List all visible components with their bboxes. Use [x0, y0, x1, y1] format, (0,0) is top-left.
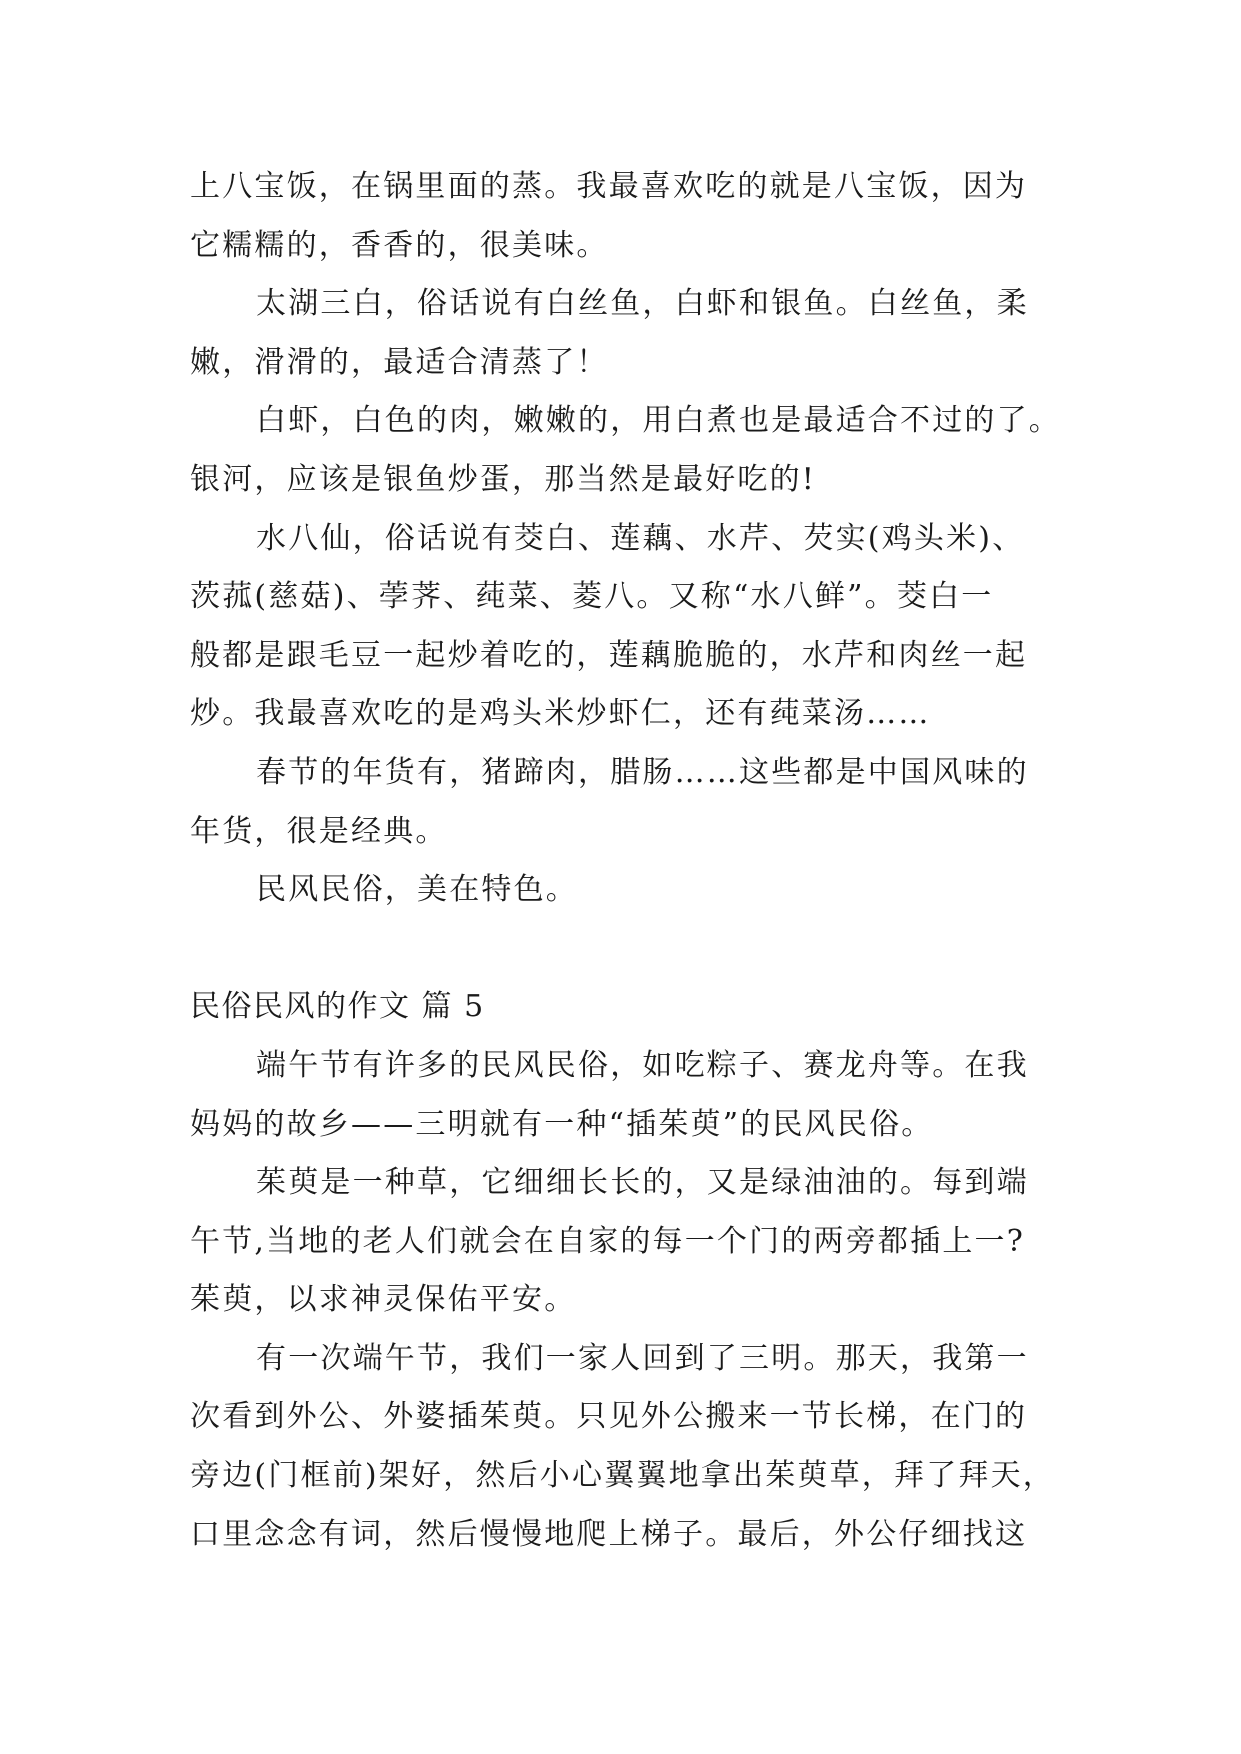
text-line: 上八宝饭，在锅里面的蒸。我最喜欢吃的就是八宝饭，因为 [190, 169, 1028, 204]
paragraph-babao-rice [190, 158, 1070, 275]
text-line: 次看到外公、外婆插茱萸。只见外公搬来一节长梯，在门的 [190, 1399, 1028, 1435]
paragraph-spring-festival-goods [190, 744, 1070, 861]
text-line: 银河，应该是银鱼炒蛋，那当然是最好吃的! [190, 461, 817, 497]
text-line: 白虾，白色的肉，嫩嫩的，用白煮也是最适合不过的了。 [256, 403, 1061, 439]
text-line: 旁边(门框前)架好，然后小心翼翼地拿出茱萸草，拜了拜天， [190, 1458, 1056, 1494]
text-line: 般都是跟毛豆一起炒着吃的，莲藕脆脆的，水芹和肉丝一起 [190, 637, 1028, 673]
paragraph-dragon-boat-intro [190, 1037, 1070, 1154]
text-line: 端午节有许多的民风民俗，如吃粽子、赛龙舟等。在我 [256, 1047, 1029, 1083]
text-line: 民风民俗，美在特色。 [256, 872, 578, 908]
paragraph-gap [190, 920, 1070, 979]
paragraph-conclusion [190, 861, 1070, 920]
text-line: 春节的年货有，猪蹄肉，腊肠……这些都是中国风味的 [256, 754, 1029, 790]
text-line: 嫩，滑滑的，最适合清蒸了！ [190, 344, 609, 380]
section-title: 民俗民风的作文 篇 5 [190, 989, 485, 1025]
paragraph-white-shrimp [190, 392, 1070, 509]
paragraph-grandfather-story [190, 1330, 1070, 1564]
paragraph-taihu-three-whites [190, 275, 1070, 392]
text-line: 炒。我最喜欢吃的是鸡头米炒虾仁，还有莼菜汤…… [190, 696, 931, 732]
text-line: 茱萸是一种草，它细细长长的，又是绿油油的。每到端 [256, 1165, 1029, 1201]
text-line: 午节,当地的老人们就会在自家的每一个门的两旁都插上一? [190, 1223, 1026, 1259]
text-line: 茨菰(慈菇)、荸荠、莼菜、菱八。又称“水八鲜”。茭白一 [190, 579, 994, 615]
text-line: 水八仙，俗话说有茭白、莲藕、水芹、芡实(鸡头米)、 [256, 520, 1025, 556]
paragraph-zhuyu-grass [190, 1154, 1070, 1330]
text-line: 有一次端午节，我们一家人回到了三明。那天，我第一 [256, 1340, 1029, 1376]
text-line: 太湖三白，俗话说有白丝鱼，白虾和银鱼。白丝鱼，柔 [256, 286, 1029, 322]
text-line: 它糯糯的，香香的，很美味。 [190, 227, 609, 263]
text-line: 口里念念有词，然后慢慢地爬上梯子。最后，外公仔细找这 [190, 1516, 1028, 1552]
text-line: 年货，很是经典。 [190, 813, 448, 849]
document-body [190, 158, 1070, 1564]
text-line: 妈妈的故乡——三明就有一种“插茱萸”的民风民俗。 [190, 1106, 934, 1142]
text-line: 茱萸，以求神灵保佑平安。 [190, 1282, 577, 1318]
paragraph-water-eight-immortals [190, 510, 1070, 744]
